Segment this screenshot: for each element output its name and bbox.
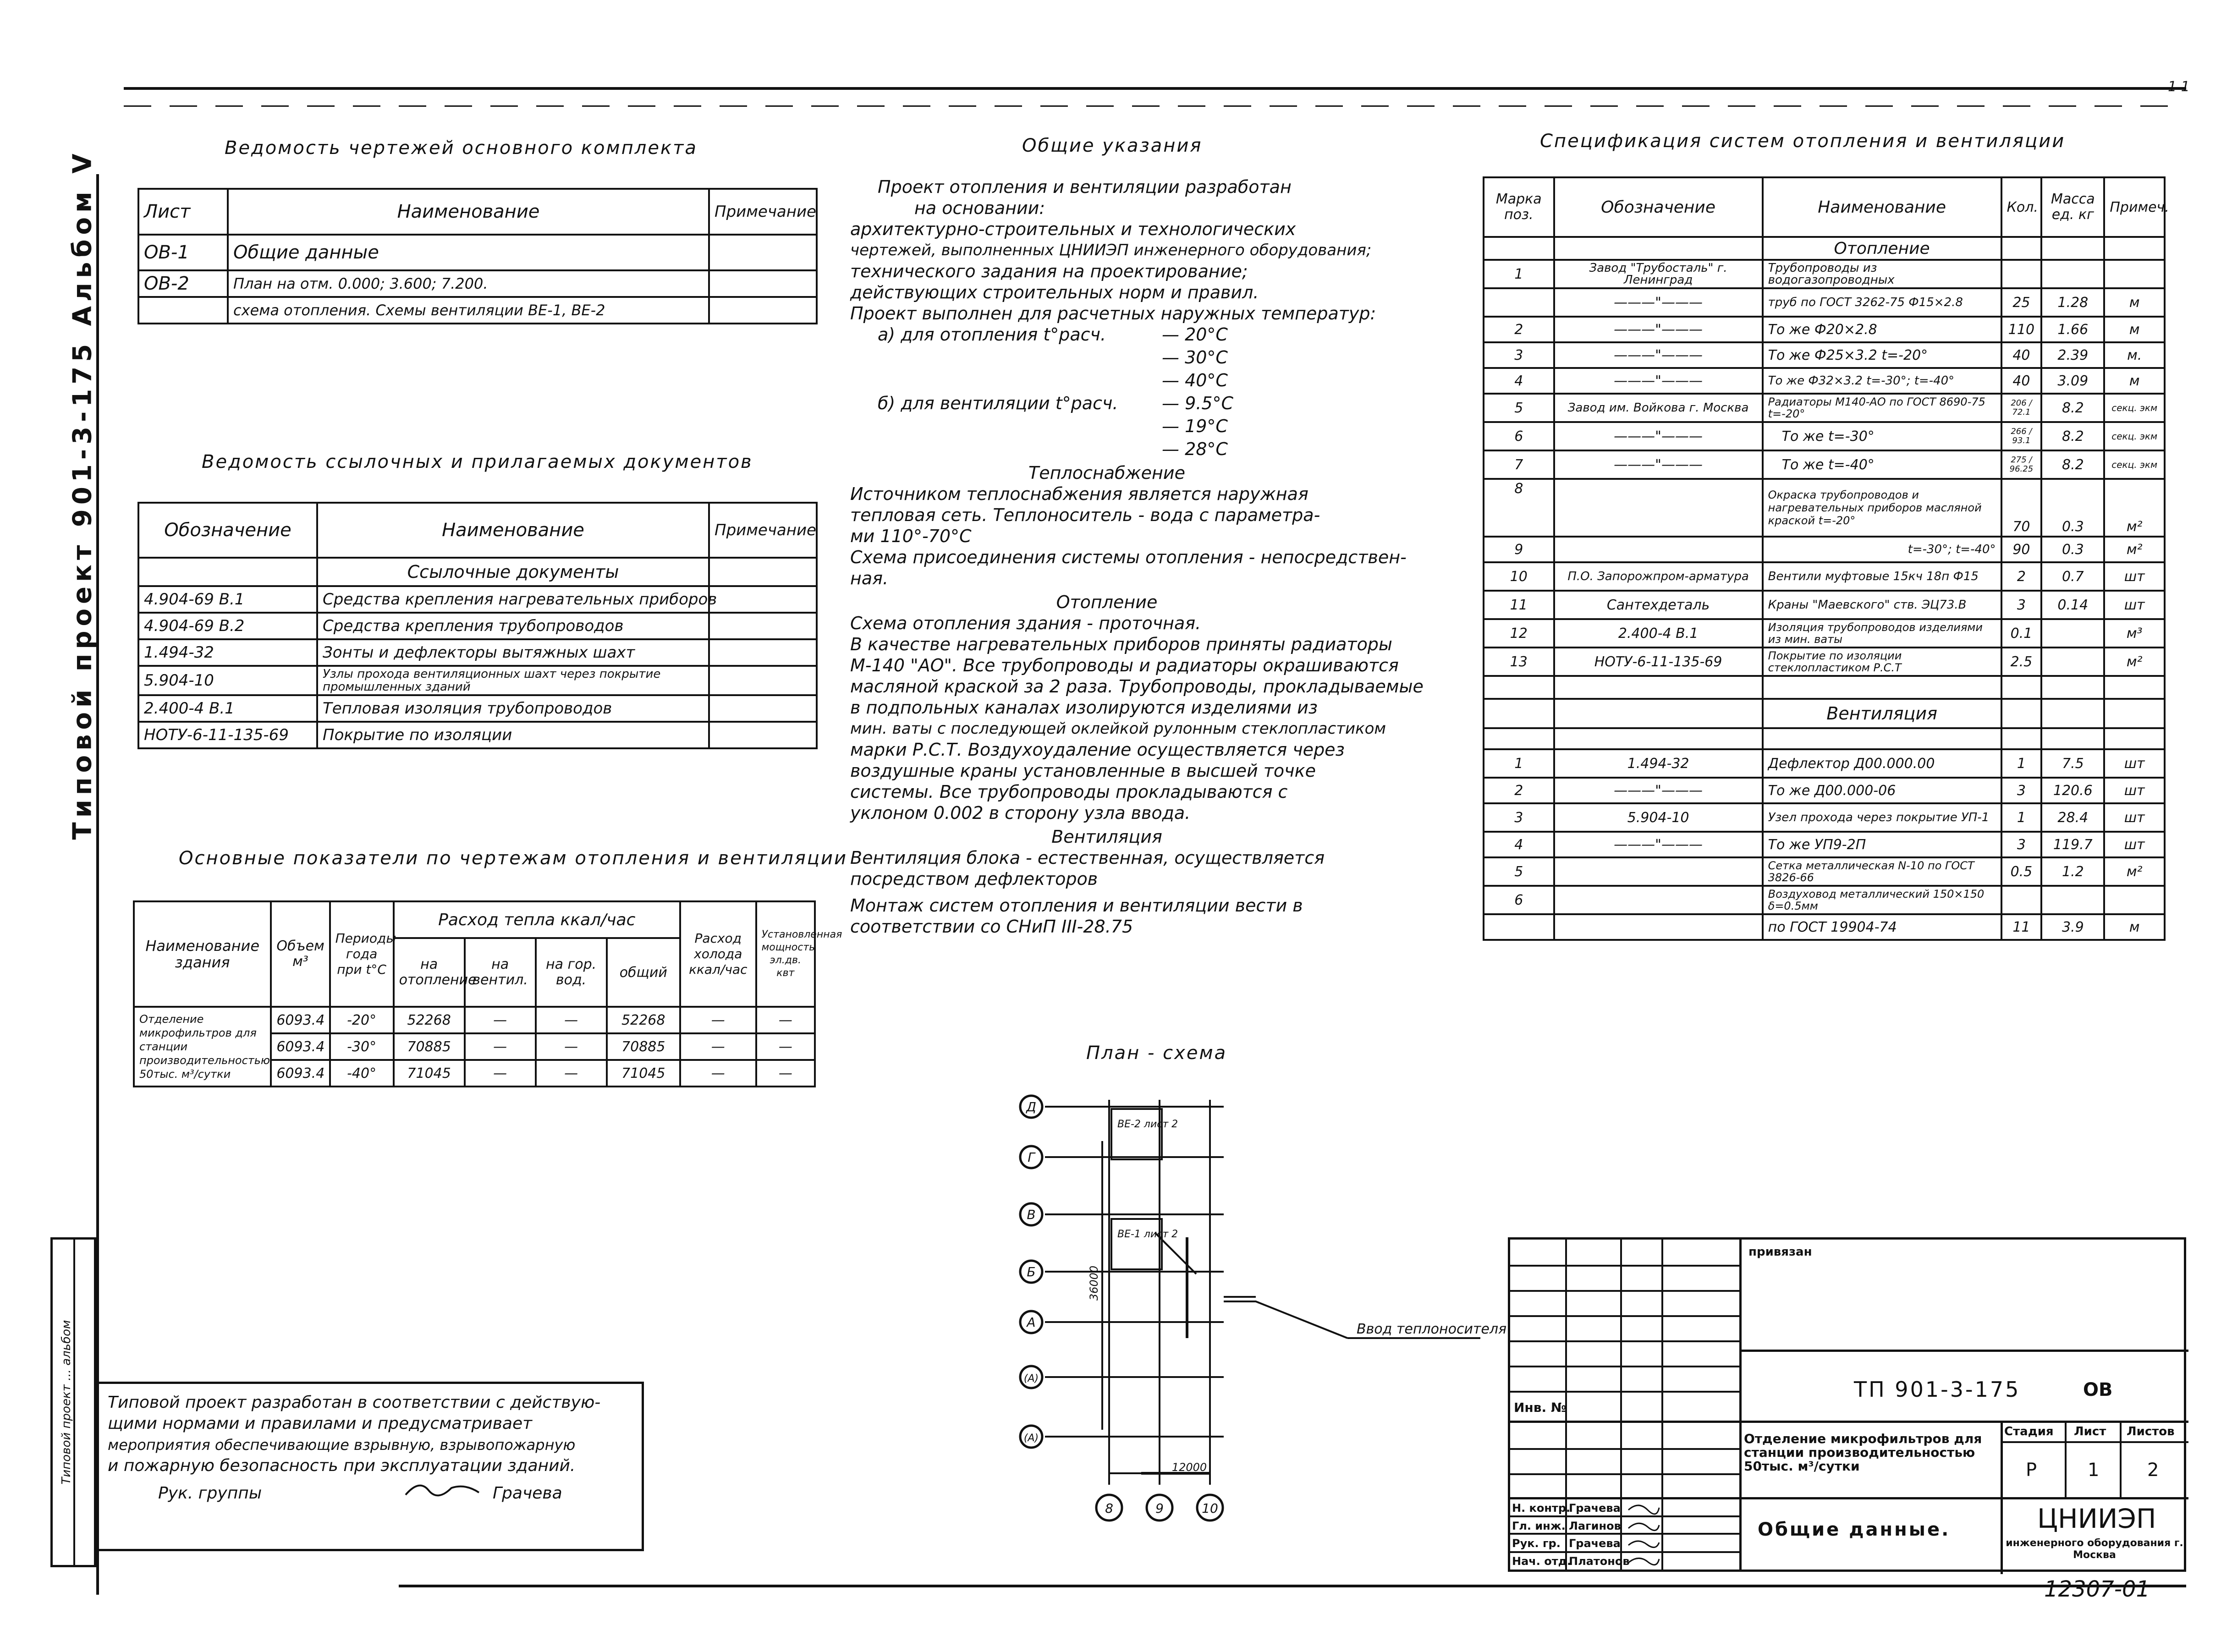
- drawings-row-sheet: ОВ-1: [138, 235, 228, 270]
- notes-line: Проект отопления и вентиляции разработан: [878, 177, 1292, 197]
- references-header-note: Примечание: [709, 503, 817, 558]
- plan-title: План - схема: [1086, 1043, 1227, 1064]
- left-strip-text: Типовой проект ... альбом: [60, 1320, 73, 1485]
- indicators-cell: -30°: [330, 1033, 394, 1060]
- plan-ve1-tag: ВЕ-1 лист 2: [1117, 1229, 1178, 1240]
- indicators-header-cold: Расход холода ккал/час: [680, 901, 756, 1007]
- spec-row: по ГОСТ 19904-74 11 3.9 м: [1484, 914, 2165, 940]
- spec-header-mark: Марка поз.: [1484, 177, 1554, 237]
- stamp-person-name: Платонов: [1569, 1555, 1630, 1568]
- drawings-row-name: План на отм. 0.000; 3.600; 7.200.: [228, 270, 709, 297]
- notes-temp-a-label: а) для отопления t°расч.: [878, 324, 1106, 345]
- stamp-header-sheet: Лист: [2074, 1425, 2106, 1438]
- indicators-header-hotwater: на гор. вод.: [536, 938, 607, 1007]
- notes-temp-b: — 19°С: [1162, 416, 1228, 436]
- stamp-stage: Р: [2026, 1460, 2037, 1481]
- indicators-header-power: Установленная мощность эл.дв. квт: [756, 901, 815, 1007]
- drawings-row-sheet: [138, 297, 228, 324]
- references-row-name: Тепловая изоляция трубопроводов: [317, 695, 709, 722]
- note-sign-role: Рук. группы: [158, 1484, 262, 1503]
- stamp-person-name: Лагинов: [1569, 1520, 1621, 1532]
- notes-temp-a: — 30°С: [1162, 347, 1228, 368]
- indicators-cell: 6093.4: [271, 1007, 330, 1033]
- spec-row: 5 Завод им. Войкова г. Москва Радиаторы М140-АО по ГОСТ 8690-75 t=-20° 206 / 72.1 8.2 секц. экм: [1484, 394, 2165, 422]
- indicators-cell: —: [465, 1007, 536, 1033]
- spec-row: 1 Завод "Трубосталь" г. Ленинград Трубопроводы из водогазопроводных: [1484, 260, 2165, 288]
- spec-row: 2 ———"——— То же Ф20×2.8 110 1.66 м: [1484, 317, 2165, 342]
- references-row-name: Зонты и дефлекторы вытяжных шахт: [317, 639, 709, 666]
- indicators-header-vent: на вентил.: [465, 938, 536, 1007]
- notes-line: мин. ваты с последующей оклейкой рулонным стеклопластиком: [850, 719, 1386, 738]
- notes-line: системы. Все трубопроводы прокладываются с: [850, 782, 1288, 802]
- note-line: и пожарную безопасность при эксплуатации зданий.: [108, 1456, 576, 1475]
- indicators-table: [133, 900, 842, 1087]
- spec-row: ———"——— труб по ГОСТ 3262-75 Ф15×2.8 25 1.28 м: [1484, 288, 2165, 317]
- spec-row: 9 t=-30°; t=-40° 90 0.3 м²: [1484, 537, 2165, 562]
- notes-line: Схема отопления здания - проточная.: [850, 613, 1201, 633]
- notes-line: В качестве нагревательных приборов приняты радиаторы: [850, 634, 1392, 654]
- frame-top-dashed: [124, 105, 2186, 107]
- drawings-row-note: [709, 235, 817, 270]
- stamp-person-name: Грачева: [1569, 1537, 1621, 1550]
- spec-row: 12 2.400-4 В.1 Изоляция трубопроводов изделиями из мин. ваты 0.1 м³: [1484, 619, 2165, 648]
- plan-dim-vertical-label: 36000: [1088, 1265, 1100, 1301]
- spec-row: 4 ———"——— То же УП9-2П 3 119.7 шт: [1484, 832, 2165, 857]
- drawings-row-sheet: ОВ-2: [138, 270, 228, 297]
- indicators-cell: —: [536, 1007, 607, 1033]
- references-row-code: 1.494-32: [138, 639, 317, 666]
- plan-ve2-tag: ВЕ-2 лист 2: [1117, 1119, 1178, 1130]
- drawings-header-name: Наименование: [228, 189, 709, 235]
- general-notes-title: Общие указания: [1022, 135, 1203, 156]
- references-row-code: 5.904-10: [138, 666, 317, 695]
- indicators-cell: —: [756, 1060, 815, 1087]
- notes-ventilation-heading: Вентиляция: [1051, 827, 1162, 847]
- notes-heating-heading: Отопление: [1056, 592, 1158, 612]
- stamp-signatures: [1625, 1498, 1661, 1572]
- notes-line: тепловая сеть. Теплоноситель - вода с параметра-: [850, 505, 1320, 525]
- frame-bottom: [399, 1585, 2186, 1587]
- indicators-header-heating: на отопление: [394, 938, 465, 1007]
- spec-row: 8 Окраска трубопроводов и нагревательных приборов масляной краской t=-20° 70 0.3 м²: [1484, 479, 2165, 537]
- spec-row: 7 ———"——— То же t=-40° 275 / 96.25 8.2 секц. экм: [1484, 450, 2165, 479]
- notes-line: Вентиляция блока - естественная, осуществляется: [850, 848, 1325, 868]
- notes-temp-b: — 9.5°С: [1162, 393, 1234, 413]
- note-sign-name: Грачева: [493, 1484, 562, 1503]
- references-row-code: 4.904-69 В.1: [138, 586, 317, 613]
- references-title: Ведомость ссылочных и прилагаемых документов: [202, 451, 753, 472]
- indicators-cell: 6093.4: [271, 1033, 330, 1060]
- indicators-cell: 70885: [394, 1033, 465, 1060]
- references-row-name: Средства крепления нагревательных приборов: [317, 586, 709, 613]
- stamp-person-role: Н. контр.: [1512, 1502, 1571, 1515]
- notes-line: масляной краской за 2 раза. Трубопроводы, прокладываемые: [850, 676, 1424, 697]
- drawings-list-title: Ведомость чертежей основного комплекта: [225, 137, 698, 159]
- spec-row: 3 ———"——— То же Ф25×3.2 t=-20° 40 2.39 м.: [1484, 342, 2165, 368]
- plan-axis-label: (А): [1023, 1432, 1039, 1444]
- spec-section-heating: Отопление: [1763, 237, 2001, 260]
- indicators-header-volume: Объем м³: [271, 901, 330, 1007]
- spec-header-note: Примеч.: [2104, 177, 2165, 237]
- spec-row: 4 ———"——— То же Ф32×3.2 t=-30°; t=-40° 40 3.09 м: [1484, 368, 2165, 394]
- indicators-cell: —: [756, 1007, 815, 1033]
- indicators-cell: —: [756, 1033, 815, 1060]
- spec-section-ventilation: Вентиляция: [1763, 699, 2001, 728]
- note-line: щими нормами и правилами и предусматривает: [108, 1414, 533, 1433]
- plan-dim-horizontal-label: 12000: [1171, 1461, 1207, 1474]
- plan-scheme: [1008, 1081, 1512, 1567]
- indicators-cell: 52268: [607, 1007, 680, 1033]
- notes-line: ная.: [850, 568, 889, 588]
- indicators-cell: —: [536, 1060, 607, 1087]
- plan-axis-label: (А): [1023, 1373, 1039, 1384]
- plan-ve2-box: [1111, 1109, 1162, 1159]
- plan-inlet-label: Ввод теплоносителя: [1357, 1321, 1507, 1337]
- notes-line: ми 110°-70°С: [850, 526, 972, 546]
- indicators-header-heat: Расход тепла ккал/час: [394, 901, 680, 938]
- spec-row: 13 НОТУ-6-11-135-69 Покрытие по изоляции стеклопластиком Р.С.Т 2.5 м²: [1484, 648, 2165, 676]
- drawings-header-note: Примечание: [709, 189, 817, 235]
- spec-row: 1 1.494-32 Дефлектор Д00.000.00 1 7.5 шт: [1484, 749, 2165, 778]
- references-subheader: Ссылочные документы: [317, 558, 709, 586]
- indicators-header-name: Наименование здания: [134, 901, 271, 1007]
- references-row-name: Средства крепления трубопроводов: [317, 613, 709, 639]
- drawings-row-name: Общие данные: [228, 235, 709, 270]
- plan-axis-label: В: [1027, 1207, 1036, 1222]
- spec-title: Спецификация систем отопления и вентиляции: [1540, 131, 2066, 152]
- spec-row: 6 ———"——— То же t=-30° 266 / 93.1 8.2 секц. экм: [1484, 422, 2165, 450]
- indicators-cell: —: [680, 1060, 756, 1087]
- notes-line: М-140 "АО". Все трубопроводы и радиаторы окрашиваются: [850, 655, 1399, 675]
- references-row-code: 4.904-69 В.2: [138, 613, 317, 639]
- drawings-row-note: [709, 270, 817, 297]
- notes-line: технического задания на проектирование;: [850, 261, 1248, 281]
- indicators-header-total: общий: [607, 938, 680, 1007]
- notes-temp-a: — 20°С: [1162, 324, 1228, 345]
- plan-inlet-line: [1224, 1301, 1347, 1338]
- notes-line: посредством дефлекторов: [850, 869, 1098, 889]
- stamp-inv-label: Инв. №: [1514, 1400, 1567, 1415]
- stamp-person-role: Рук. гр.: [1512, 1537, 1561, 1550]
- stamp-person-role: Гл. инж.: [1512, 1520, 1566, 1532]
- indicators-cell: —: [465, 1033, 536, 1060]
- spec-row: 10 П.О. Запорожпром-арматура Вентили муфтовые 15кч 18п Ф15 2 0.7 шт: [1484, 562, 2165, 591]
- stamp-code: ТП 901-3-175: [1854, 1377, 2021, 1402]
- spec-header-name: Наименование: [1763, 177, 2001, 237]
- spec-row: 11 Сантехдеталь Краны "Маевского" ств. ЭЦ73.В 3 0.14 шт: [1484, 591, 2165, 619]
- notes-line: уклоном 0.002 в сторону узла ввода.: [850, 803, 1191, 823]
- notes-line: Монтаж систем отопления и вентиляции вести в: [850, 895, 1303, 916]
- stamp-header-sheets: Листов: [2127, 1425, 2175, 1438]
- notes-line: соответствии со СНиП III-28.75: [850, 917, 1133, 937]
- notes-line: в подпольных каналах изолируются изделиями из: [850, 697, 1318, 718]
- notes-heat-supply-heading: Теплоснабжение: [1028, 463, 1185, 483]
- indicators-title: Основные показатели по чертежам отопления и вентиляции: [179, 848, 848, 869]
- note-signature: [401, 1476, 484, 1504]
- spec-table: [1483, 176, 2169, 941]
- indicators-cell: 71045: [394, 1060, 465, 1087]
- doc-number: 12307-01: [2044, 1576, 2150, 1602]
- notes-line: Проект выполнен для расчетных наружных температур:: [850, 303, 1376, 324]
- plan-axis-label: 10: [1202, 1501, 1218, 1516]
- notes-line: на основании:: [914, 198, 1045, 218]
- drawings-header-sheet: Лист: [138, 189, 228, 235]
- note-line: Типовой проект разработан в соответствии с действую-: [108, 1393, 601, 1412]
- notes-temp-b-label: б) для вентиляции t°расч.: [878, 393, 1118, 413]
- stamp-sheets: 2: [2147, 1460, 2159, 1481]
- indicators-cell: —: [465, 1060, 536, 1087]
- indicators-cell: —: [680, 1007, 756, 1033]
- spec-row: 2 ———"——— То же Д00.000-06 3 120.6 шт: [1484, 778, 2165, 803]
- stamp-org: ЦНИИЭП: [2037, 1503, 2156, 1534]
- stamp-sheet-title: Общие данные.: [1758, 1519, 1951, 1540]
- plan-axis-label: 9: [1155, 1501, 1164, 1516]
- notes-temp-b: — 28°С: [1162, 439, 1228, 459]
- compliance-note: [99, 1382, 644, 1551]
- spec-row: 5 Сетка металлическая N-10 по ГОСТ 3826-66 0.5 1.2 м²: [1484, 857, 2165, 886]
- stamp-mark: ОВ: [2083, 1379, 2113, 1400]
- side-label: Типовой проект 901-3-175 Альбом V: [67, 149, 98, 840]
- notes-line: Схема присоединения системы отопления - непосредствен-: [850, 547, 1407, 567]
- stamp-object: Отделение микрофильтров для станции производительностью 50тыс. м³/сутки: [1744, 1431, 1982, 1474]
- spec-row: 6 Воздуховод металлический 150×150 δ=0.5мм: [1484, 886, 2165, 914]
- left-strip: [50, 1237, 96, 1567]
- references-row-code: НОТУ-6-11-135-69: [138, 722, 317, 748]
- references-header-name: Наименование: [317, 503, 709, 558]
- notes-line: действующих строительных норм и правил.: [850, 282, 1259, 302]
- indicators-cell: 70885: [607, 1033, 680, 1060]
- general-notes-body: [850, 176, 1446, 937]
- references-row-name: Узлы прохода вентиляционных шахт через покрытие промышленных зданий: [317, 666, 709, 695]
- indicators-cell: —: [680, 1033, 756, 1060]
- sheet-corner-number: 1 1: [2168, 79, 2190, 95]
- stamp-header-stage: Стадия: [2004, 1425, 2054, 1438]
- plan-axis-label: Д: [1026, 1099, 1036, 1114]
- spec-row: 3 5.904-10 Узел прохода через покрытие УП-1 1 28.4 шт: [1484, 803, 2165, 832]
- spec-header-qty: Кол.: [2001, 177, 2042, 237]
- drawings-list-table: [137, 188, 818, 324]
- drawings-row-name: схема отопления. Схемы вентиляции ВЕ-1, ВЕ-2: [228, 297, 709, 324]
- indicators-header-period: Периоды года при t°С: [330, 901, 394, 1007]
- stamp-org-sub: инженерного оборудования г. Москва: [2006, 1537, 2183, 1561]
- indicators-cell: 52268: [394, 1007, 465, 1033]
- indicators-cell: 6093.4: [271, 1060, 330, 1087]
- stamp-privyazan: привязан: [1748, 1245, 1812, 1259]
- spec-header-mass: Масса ед. кг: [2041, 177, 2104, 237]
- stamp-person-role: Нач. отд.: [1512, 1555, 1572, 1568]
- stamp-sheet: 1: [2088, 1460, 2100, 1481]
- notes-line: чертежей, выполненных ЦНИИЭП инженерного оборудования;: [850, 241, 1372, 259]
- spec-header-code: Обозначение: [1554, 177, 1763, 237]
- indicators-cell: -40°: [330, 1060, 394, 1087]
- plan-axis-label: А: [1027, 1315, 1036, 1330]
- plan-axis-label: 8: [1105, 1501, 1113, 1516]
- indicators-cell: -20°: [330, 1007, 394, 1033]
- title-block: [1508, 1237, 2186, 1572]
- notes-line: Источником теплоснабжения является наружная: [850, 484, 1308, 504]
- indicators-cell: 71045: [607, 1060, 680, 1087]
- notes-line: воздушные краны установленные в высшей точке: [850, 761, 1316, 781]
- plan-axis-label: Г: [1028, 1150, 1035, 1165]
- drawings-row-note: [709, 297, 817, 324]
- frame-top: [124, 87, 2186, 90]
- notes-temp-a: — 40°С: [1162, 370, 1228, 390]
- note-line: мероприятия обеспечивающие взрывную, взрывопожарную: [108, 1436, 576, 1454]
- references-header-code: Обозначение: [138, 503, 317, 558]
- plan-axis-label: Б: [1027, 1264, 1036, 1279]
- indicators-building: Отделение микрофильтров для станции производительностью 50тыс. м³/сутки: [134, 1007, 271, 1087]
- references-row-name: Покрытие по изоляции: [317, 722, 709, 748]
- stamp-person-name: Грачева: [1569, 1502, 1621, 1515]
- indicators-cell: —: [536, 1033, 607, 1060]
- notes-line: марки Р.С.Т. Воздухоудаление осуществляется через: [850, 740, 1345, 760]
- references-row-code: 2.400-4 В.1: [138, 695, 317, 722]
- plan-ve1-box: [1111, 1219, 1162, 1269]
- notes-line: архитектурно-строительных и технологических: [850, 219, 1296, 239]
- references-table: [137, 502, 818, 749]
